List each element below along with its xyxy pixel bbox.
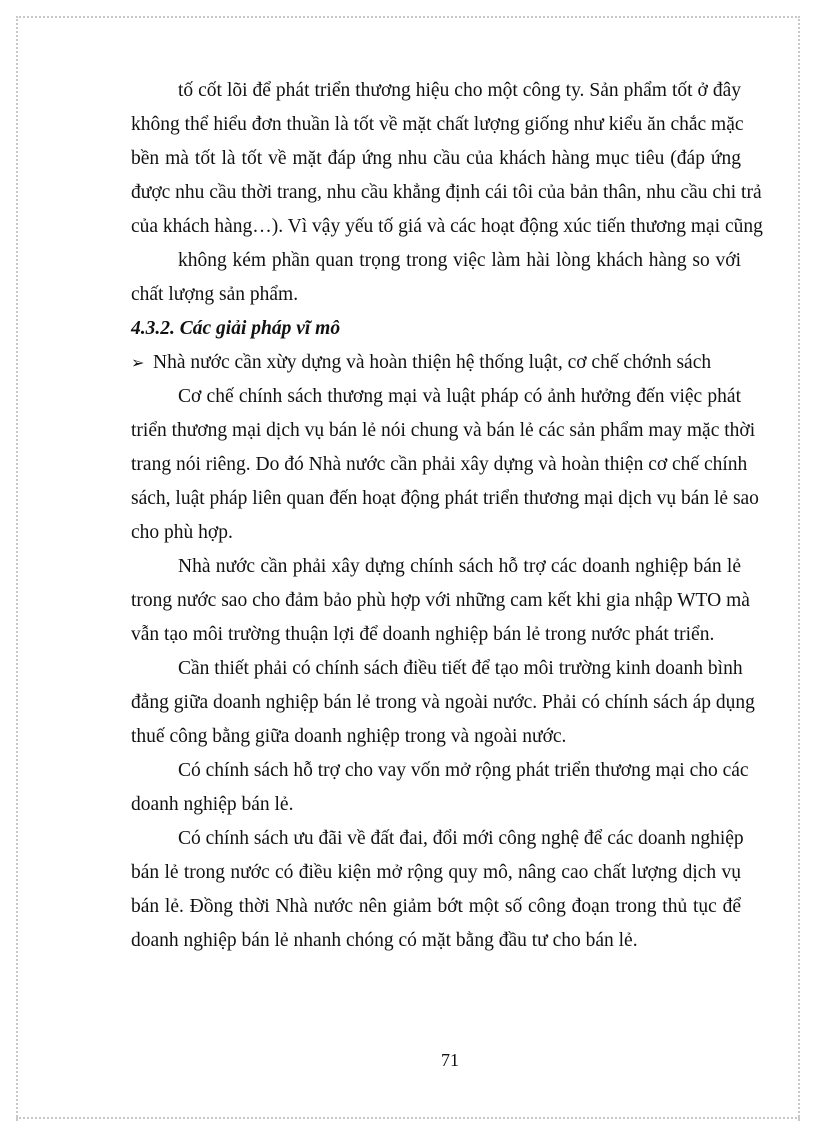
paragraph-1-line-1: tố cốt lõi để phát triển thương hiệu cho một công ty. Sản phẩm tốt ở đây [178, 80, 741, 101]
paragraph-1-line-4: được nhu cầu thời trang, nhu cầu khẳng định cái tôi của bản thân, nhu cầu chi trả [131, 182, 762, 203]
paragraph-3-line-2: triển thương mại dịch vụ bán lẻ nói chung và bán lẻ các sản phẩm may mặc thời [131, 420, 756, 441]
paragraph-5-line-2: đẳng giữa doanh nghiệp bán lẻ trong và ngoài nước. Phải có chính sách áp dụng [131, 692, 755, 713]
paragraph-2-line-1: không kém phần quan trọng trong việc làm hài lòng khách hàng so với [178, 250, 741, 271]
page-number: 71 [441, 1050, 459, 1070]
paragraph-3-line-4: sách, luật pháp liên quan đến hoạt động phát triển thương mại dịch vụ bán lẻ sao [131, 488, 759, 509]
paragraph-1-line-2: không thể hiểu đơn thuần là tốt về mặt chất lượng giống như kiểu ăn chắc mặc [131, 114, 744, 135]
paragraph-5-line-1: Cần thiết phải có chính sách điều tiết để tạo môi trường kinh doanh bình [178, 658, 743, 679]
paragraph-4-line-3: vẫn tạo môi trường thuận lợi để doanh nghiệp bán lẻ trong nước phát triển. [131, 624, 715, 645]
paragraph-5-line-3: thuế công bằng giữa doanh nghiệp trong và ngoài nước. [131, 726, 567, 747]
paragraph-4-line-1: Nhà nước cần phải xây dựng chính sách hỗ trợ các doanh nghiệp bán lẻ [178, 556, 741, 577]
paragraph-7-line-1: Có chính sách ưu đãi về đất đai, đổi mới công nghệ để các doanh nghiệp [178, 828, 744, 849]
paragraph-7-line-2: bán lẻ trong nước có điều kiện mở rộng quy mô, nâng cao chất lượng dịch vụ [131, 862, 741, 883]
bullet-item [131, 346, 741, 380]
paragraph-7-line-3: bán lẻ. Đồng thời Nhà nước nên giảm bớt một số công đoạn trong thủ tục để [131, 896, 741, 917]
paragraph-4-line-2: trong nước sao cho đảm bảo phù hợp với những cam kết khi gia nhập WTO mà [131, 590, 750, 611]
paragraph-6-line-2: doanh nghiệp bán lẻ. [131, 794, 294, 815]
section-heading: 4.3.2. Các giải pháp vĩ mô [131, 318, 341, 339]
paragraph-3-line-5: cho phù hợp. [131, 522, 233, 543]
paragraph-7-line-4: doanh nghiệp bán lẻ nhanh chóng có mặt bằng đầu tư cho bán lẻ. [131, 930, 638, 951]
arrow-bullet-icon: ➢ [131, 353, 145, 372]
paragraph-1-line-5: của khách hàng…). Vì vậy yếu tố giá và các hoạt động xúc tiến thương mại cũng [131, 216, 763, 237]
paragraph-3-line-3: trang nói riêng. Do đó Nhà nước cần phải xây dựng và hoàn thiện cơ chế chính [131, 454, 748, 475]
document-body [131, 74, 763, 958]
bullet-text: Nhà nước cần xừy dựng và hoàn thiện hệ thống luật, cơ chế chớnh sách [153, 352, 712, 373]
page-bottom-border [16, 1117, 800, 1119]
paragraph-2-line-2: chất lượng sản phẩm. [131, 284, 299, 305]
paragraph-6-line-1: Có chính sách hỗ trợ cho vay vốn mở rộng phát triển thương mại cho các [178, 760, 749, 781]
paragraph-1-line-3: bền mà tốt là tốt về mặt đáp ứng nhu cầu của khách hàng mục tiêu (đáp ứng [131, 148, 741, 169]
paragraph-3-line-1: Cơ chế chính sách thương mại và luật pháp có ảnh hưởng đến việc phát [178, 386, 741, 407]
